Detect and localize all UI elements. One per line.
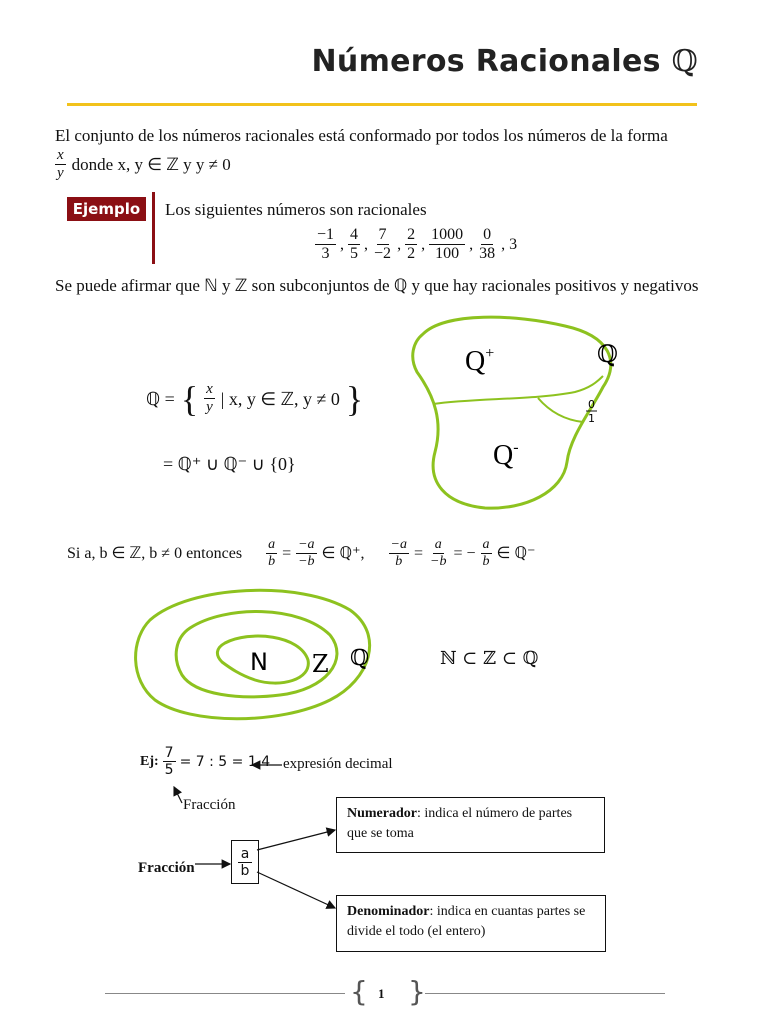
example-badge: Ejemplo [67,197,146,221]
example-fraction [405,227,417,262]
example-text: Los siguientes números son racionales [165,200,427,219]
numerator-symbol: a [238,846,253,863]
frac-numerator: 7 [378,226,387,243]
set-fraction [204,382,215,415]
comma: , [421,235,426,253]
qplus-label: Q+ [465,345,495,377]
comma: , [469,235,474,253]
frac-denominator: 2 [407,245,416,262]
page-number: 1 [378,986,385,1001]
comma: , [364,235,369,253]
q-set-outline [413,317,611,508]
frac-a-b-2 [481,538,492,569]
equals-sign: = [413,544,424,562]
comma: , [501,235,506,253]
subsets-paragraph: Se puede afirmar que ℕ y ℤ son subconjuntos de ℚ y que hay racionales positivos y negativos [55,276,699,295]
denominator-text: : indica en cuantas partes se divide el todo (el entero) [347,904,586,939]
denominator-title: Denominador [347,904,430,919]
frac-na-nb [296,538,316,569]
example-fraction [477,227,497,262]
subset-chain: ℕ ⊂ ℤ ⊂ ℚ [440,648,539,669]
set-definition [146,378,364,419]
frac-denominator: 3 [321,245,330,262]
frac-denominator: y [57,165,64,181]
comma: , [397,235,402,253]
intro-condition: donde x, y ∈ ℤ y y ≠ 0 [71,154,231,174]
footer-right-brace: } [408,975,426,1008]
set-lhs: ℚ = [146,388,175,409]
set-condition: | x, y ∈ ℤ, y ≠ 0 [220,388,340,409]
footer-rule-right [425,993,665,994]
n-label: N [250,648,268,676]
frac-denominator: −b [298,554,315,569]
fraction-arrow [174,787,182,803]
frac-numerator: 7 [164,745,174,761]
frac-numerator: −a [298,537,315,552]
frac-numerator: 1000 [431,226,464,243]
frac-denominator: b [268,554,276,569]
example-integer: 3 [509,235,518,253]
denominator-arrow [257,872,335,908]
numerator-arrow [257,830,335,850]
page-title [312,44,698,79]
intro-paragraph [55,125,715,181]
example-bar [152,192,155,264]
frac-denominator: −2 [374,245,392,262]
title-underline [67,103,697,106]
title-text: Números Racionales [311,44,661,79]
frac-denominator: 5 [350,245,359,262]
example-arrows [160,755,290,810]
frac-denominator: −b [430,554,447,569]
frac-denominator: y [206,399,213,415]
qminus-label: Q- [493,439,519,471]
sign-rule-intro: Si a, b ∈ ℤ, b ≠ 0 entonces [67,544,243,562]
frac-numerator: x [57,147,64,163]
right-brace: } [345,378,364,419]
numerator-box [336,797,605,853]
neg-sign: = − [453,544,476,562]
frac-denominator: b [395,554,403,569]
z-label: Z [312,650,329,678]
zero-region-line [538,398,583,422]
decimal-expression: = 7 : 5 = 1,4 [179,753,271,770]
intro-fraction [55,148,66,181]
intro-line: El conjunto de los números racionales está conformado por todos los números de la forma [55,126,668,145]
frac-a-b [266,538,277,569]
zero-den: 1 [588,412,595,425]
frac-denominator: 38 [479,245,496,262]
example-label: Ej: [140,753,159,769]
set-union: = ℚ⁺ ∪ ℚ⁻ ∪ {0} [163,454,296,474]
frac-numerator: −1 [317,226,335,243]
frac-numerator: 0 [483,226,492,243]
fraction-parts-arrows [195,820,345,915]
q-split-line [433,376,603,404]
fraction-label: Fracción [138,860,195,876]
frac-denominator: b [482,554,490,569]
example-fraction [315,227,336,262]
comma: , [340,235,345,253]
frac-denominator: 100 [435,245,460,262]
left-brace: { [180,378,199,419]
zero-num: 0 [588,398,595,411]
footer-rule-left [105,993,345,994]
frac-numerator: a [268,537,276,552]
example-fractions [315,227,517,262]
q-label: ℚ [350,646,370,671]
equals-sign: = [282,544,292,562]
frac-numerator: 2 [407,226,416,243]
frac-numerator: a [434,537,442,552]
frac-numerator: x [206,381,213,397]
frac-numerator: 4 [350,226,359,243]
title-symbol: ℚ [671,44,698,79]
numerator-title: Numerador [347,806,417,821]
frac-numerator: a [482,537,490,552]
in-qplus: ∈ ℚ⁺, [321,544,365,562]
decimal-annotation: expresión decimal [283,756,393,772]
sign-rule [67,538,536,569]
footer-left-brace: { [350,975,368,1008]
rationals-partition-diagram [405,312,635,512]
denominator-symbol: b [240,862,250,879]
q-label: ℚ [597,340,618,368]
example-fraction [372,227,393,262]
frac-denominator: 5 [164,762,174,778]
in-qminus: ∈ ℚ⁻ [496,544,536,562]
nested-sets-diagram [130,580,390,730]
numerator-text: : indica el número de partes que se toma [347,806,573,841]
frac-na-b [389,538,409,569]
example-fraction [429,227,465,262]
fraction-annotation: Fracción [183,797,236,813]
frac-numerator: −a [390,537,407,552]
frac-a-nb [428,538,448,569]
example-fraction [348,227,360,262]
denominator-box [336,895,606,952]
